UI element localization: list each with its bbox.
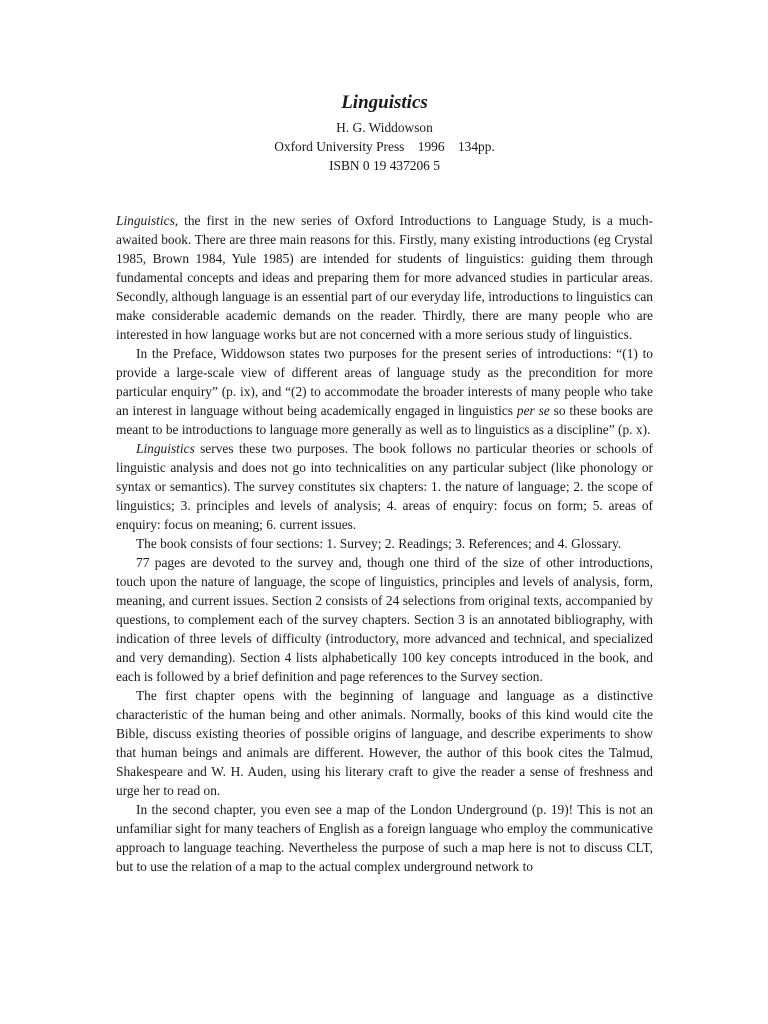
document-page — [116, 92, 653, 876]
paragraph-2-italic: per se — [516, 403, 550, 418]
paragraph-1 — [116, 211, 653, 344]
paragraph-2-text-a: In the Preface, Widdowson states two purposes for the present series of introductions: “(1) to provide a large-scale view of different areas of language study as the precondition for more particular enquiry” (p. ix), and “(2) to accommodate the broader interests of many people who take an interest in language without being academically engaged in linguistics — [116, 346, 653, 418]
paragraph-5: 77 pages are devoted to the survey and, though one third of the size of other introductions, touch upon the nature of language, the scope of linguistics, principles and levels of analysis, form, meaning, and current issues. Section 2 consists of 24 selections from original texts, accompanied by questions, to complement each of the survey chapters. Section 3 is an annotated bibliography, with indication of three levels of difficulty (introductory, more advanced and technical, and specialized and very demanding). Section 4 lists alphabetically 100 key concepts introduced in the book, and each is followed by a brief definition and page references to the Survey section. — [116, 555, 653, 684]
book-year: 1996 — [417, 139, 445, 154]
paragraph-7: In the second chapter, you even see a map of the London Underground (p. 19)! This is not an unfamiliar sight for many teachers of English as a foreign language who employ the communicative approach to language teaching. Nevertheless the purpose of such a map here is not to discuss CLT, but to use the relation of a map to the actual complex underground network to — [116, 802, 653, 874]
paragraph-3 — [116, 439, 653, 534]
paragraph-2-text-b: so these books are meant to be introductions to language more generally as well as to linguistics as a discipline” (p. x). — [116, 403, 653, 437]
document-header — [116, 92, 653, 175]
book-author: H. G. Widdowson — [336, 120, 433, 135]
paragraph-4: The book consists of four sections: 1. Survey; 2. Readings; 3. References; and 4. Glossary. — [136, 536, 622, 551]
paragraph-3-text: serves these two purposes. The book follows no particular theories or schools of linguistic analysis and does not go into technicalities on any particular subject (like phonology or syntax or semantics). The survey constitutes six chapters: 1. the nature of language; 2. the scope of linguistics; 3. principles and levels of analysis; 4. areas of enquiry: focus on form; 5. areas of enquiry: focus on meaning; 6. current issues. — [116, 441, 653, 532]
paragraph-1-text: , the first in the new series of Oxford Introductions to Language Study, is a much-awaited book. There are three main reasons for this. Firstly, many existing introductions (eg Crystal 1985, Brown 1984, Yule 1985) are intended for students of linguistics: guiding them through fundamental concepts and ideas and preparing them for more advanced studies in particular areas. Secondly, although language is an essential part of our everyday life, introductions to linguistics can make considerable academic demands on the reader. Thirdly, there are many people who are interested in how language works but are not concerned with a more serious study of linguistics. — [116, 213, 653, 342]
paragraph-6: The first chapter opens with the beginning of language and language as a distinctive characteristic of the human being and other animals. Normally, books of this kind would cite the Bible, discuss existing theories of possible origins of language, and describe experiments to show that human beings and animals are different. However, the author of this book cites the Talmud, Shakespeare and W. H. Auden, using his literary craft to give the reader a sense of freshness and urge her to read on. — [116, 688, 653, 798]
book-publisher: Oxford University Press — [274, 139, 405, 154]
book-pages: 134pp. — [457, 139, 495, 154]
paragraph-2 — [116, 344, 653, 439]
book-isbn: ISBN 0 19 437206 5 — [329, 158, 440, 173]
book-title: Linguistics — [341, 92, 428, 113]
paragraph-1-italic: Linguistics — [116, 213, 175, 228]
publication-info — [116, 137, 653, 156]
paragraph-3-italic: Linguistics — [136, 441, 195, 456]
review-body — [116, 211, 653, 876]
